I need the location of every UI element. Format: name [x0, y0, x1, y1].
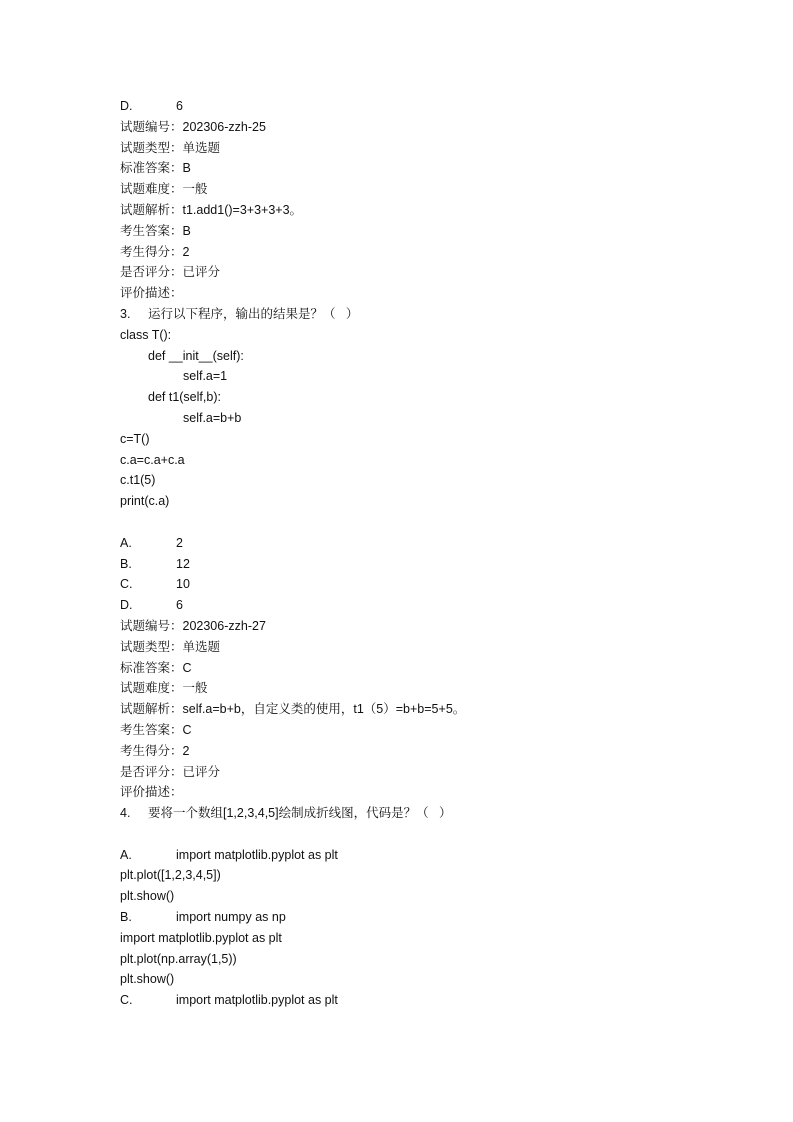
line-text: 评价描述：	[120, 785, 183, 800]
line-text: 标准答案：B	[120, 161, 191, 176]
text-line	[0, 845, 793, 866]
text-line	[0, 429, 793, 450]
text-line	[0, 325, 793, 346]
text-line	[0, 304, 793, 325]
line-text: 试题难度：一般	[120, 182, 208, 197]
code-line: def t1(self,b):	[148, 390, 221, 405]
line-text: 运行以下程序，输出的结果是？（ ）	[148, 306, 359, 321]
text-line	[0, 886, 793, 907]
text-line	[0, 158, 793, 179]
list-marker: B.	[120, 556, 132, 571]
line-text: 考生得分：2	[120, 244, 190, 259]
line-text: 试题编号：202306-zzh-25	[120, 119, 266, 134]
text-line	[0, 533, 793, 554]
line-text: 试题类型：单选题	[120, 639, 221, 654]
text-line	[0, 491, 793, 512]
text-line	[0, 346, 793, 367]
document-page	[0, 96, 793, 1011]
text-line	[0, 387, 793, 408]
text-line	[0, 824, 793, 845]
line-text: 标准答案：C	[120, 660, 192, 675]
list-marker: D.	[120, 99, 133, 113]
line-text: 考生答案：B	[120, 223, 191, 238]
line-text: import numpy as np	[176, 910, 286, 925]
text-line	[0, 969, 793, 990]
line-text: 试题类型：单选题	[120, 140, 221, 155]
line-text: c.a=c.a+c.a	[120, 452, 185, 467]
line-text: 评价描述：	[120, 286, 183, 301]
text-line	[0, 554, 793, 575]
line-text: 考生得分：2	[120, 743, 190, 758]
text-line	[0, 366, 793, 387]
list-marker: C.	[120, 577, 133, 592]
line-text: 考生答案：C	[120, 722, 192, 737]
text-line	[0, 865, 793, 886]
text-line	[0, 803, 793, 824]
list-marker: C.	[120, 993, 133, 1008]
line-text: print(c.a)	[120, 494, 170, 509]
text-line	[0, 699, 793, 720]
text-line	[0, 595, 793, 616]
text-line	[0, 512, 793, 533]
line-text: import matplotlib.pyplot as plt	[176, 847, 338, 862]
text-line	[0, 762, 793, 783]
line-text: 是否评分：已评分	[120, 764, 221, 779]
text-line	[0, 949, 793, 970]
line-text: 2	[176, 535, 183, 550]
line-text: c=T()	[120, 431, 150, 446]
text-line	[0, 741, 793, 762]
text-line	[0, 658, 793, 679]
text-line	[0, 990, 793, 1011]
text-line	[0, 637, 793, 658]
line-text: import matplotlib.pyplot as plt	[120, 930, 282, 945]
list-marker: A.	[120, 847, 132, 862]
list-marker: 4.	[120, 806, 131, 821]
text-line	[0, 200, 793, 221]
line-text: plt.plot(np.array(1,5))	[120, 951, 237, 966]
line-text: 6	[176, 99, 183, 113]
line-text: 试题解析：t1.add1()=3+3+3+3。	[120, 202, 303, 217]
text-line	[0, 574, 793, 595]
code-line: self.a=b+b	[183, 410, 242, 425]
text-line	[0, 408, 793, 429]
line-text: import matplotlib.pyplot as plt	[176, 993, 338, 1008]
text-line	[0, 928, 793, 949]
line-text: 6	[176, 598, 183, 613]
line-text: 要将一个数组[1,2,3,4,5]绘制成折线图，代码是？（ ）	[148, 806, 452, 821]
text-line	[0, 782, 793, 803]
code-line: self.a=1	[183, 369, 228, 384]
list-marker: D.	[120, 598, 133, 613]
text-line	[0, 262, 793, 283]
text-line	[0, 616, 793, 637]
line-text: 试题编号：202306-zzh-27	[120, 618, 266, 633]
text-line	[0, 470, 793, 491]
list-marker: 3.	[120, 306, 131, 321]
text-line	[0, 678, 793, 699]
line-text: plt.show()	[120, 889, 175, 904]
text-line	[0, 179, 793, 200]
list-marker: A.	[120, 535, 132, 550]
code-line: def __init__(self):	[148, 348, 244, 363]
line-text: c.t1(5)	[120, 473, 156, 488]
text-line	[0, 138, 793, 159]
text-line	[0, 242, 793, 263]
line-text: 试题难度：一般	[120, 681, 208, 696]
text-line	[0, 450, 793, 471]
line-text: 10	[176, 577, 190, 592]
text-line	[0, 283, 793, 304]
line-text: plt.show()	[120, 972, 175, 987]
text-line	[0, 96, 793, 117]
line-text: class T():	[120, 327, 172, 342]
line-text: plt.plot([1,2,3,4,5])	[120, 868, 221, 883]
text-line	[0, 907, 793, 928]
list-marker: B.	[120, 910, 132, 925]
line-text: 12	[176, 556, 190, 571]
line-text: 试题解析：self.a=b+b，自定义类的使用，t1（5）=b+b=5+5。	[120, 702, 466, 717]
text-line	[0, 117, 793, 138]
text-line	[0, 720, 793, 741]
text-line	[0, 221, 793, 242]
line-text: 是否评分：已评分	[120, 265, 221, 280]
